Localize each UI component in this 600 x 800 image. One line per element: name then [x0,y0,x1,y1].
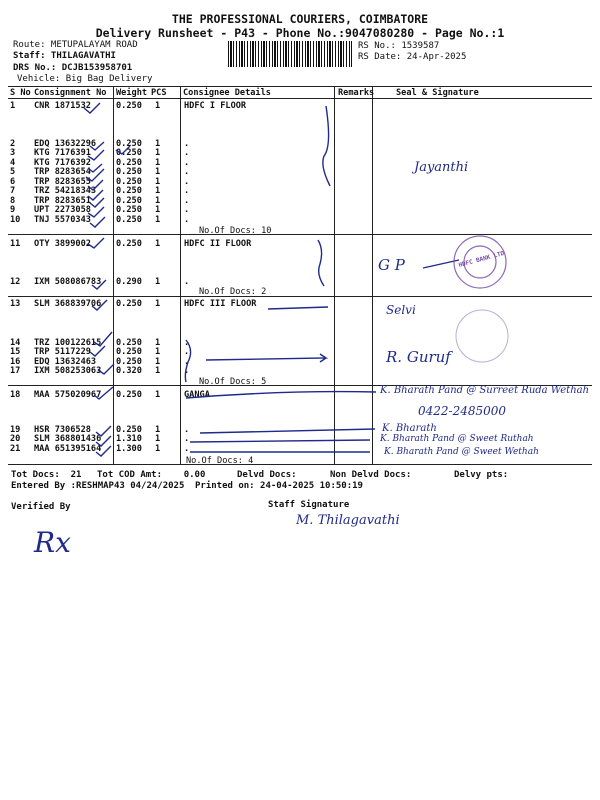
col-weight: Weight [116,88,148,98]
row-consignee: HDFC II FLOOR [184,239,252,249]
tick-mark [88,164,102,172]
row-consignee: . [184,347,190,357]
row-sno: 3 [10,148,16,158]
row-weight: 0.250 [116,196,142,206]
row-consignee: . [184,186,190,196]
row-consignee: . [184,215,190,225]
tick-mark [88,238,104,248]
row-consignee: . [184,167,190,177]
staff-signature-label: Staff Signature [268,500,350,510]
row-pcs: 1 [155,215,161,225]
tot-cod-label: Tot COD Amt: [97,470,163,480]
tick-mark [96,436,111,446]
handwritten-signature: K. Bharath Pand @ Sweet Wethah [384,447,539,457]
row-sno: 8 [10,196,16,206]
verifier-handwritten-signature: Rx [34,526,71,559]
row-consignment: IXM 508253063 [34,366,102,376]
company-title: THE PROFESSIONAL COURIERS, COIMBATORE [171,12,429,26]
row-consignee: HDFC I FLOOR [184,101,247,111]
handwritten-signature: G P [378,256,405,274]
row-pcs: 1 [155,101,161,111]
tick-mark [96,446,111,456]
tick-mark [94,387,113,399]
non-delvd-docs: Non Delvd Docs: [330,470,412,480]
col-pcs: PCS [151,88,167,98]
route: Route: METUPALAYAM ROAD [13,40,138,50]
handwritten-phone: 0422-2485000 [418,404,507,418]
row-sno: 11 [10,239,21,249]
row-sno: 9 [10,205,16,215]
row-pcs: 1 [155,299,161,309]
arrow-line [186,392,376,398]
row-weight: 0.250 [116,299,142,309]
drs-number: DRS No.: DCJB153958701 [13,63,133,73]
row-consignment: KTG 7176392 [34,158,91,168]
row-sno: 18 [10,390,21,400]
row-consignment: KTG 7176391 [34,148,91,158]
row-sno: 6 [10,177,16,187]
row-pcs: 1 [155,338,161,348]
row-consignment: TRP 8283654 [34,167,91,177]
row-consignment: TRP 8283651 [34,196,91,206]
row-pcs: 1 [155,239,161,249]
row-consignment: TRZ 54218343 [34,186,97,196]
row-pcs: 1 [155,277,161,287]
group-doc-count: No.Of Docs: 10 [199,226,272,236]
row-sno: 14 [10,338,21,348]
row-consignment: OTY 3899002 [34,239,91,249]
tot-docs-value: 21 [70,470,82,480]
printed-on: Printed on: 24-04-2025 10:50:19 [195,481,363,491]
tick-mark [96,426,111,436]
row-consignee: GANGA [184,390,210,400]
arrow-line [200,429,375,433]
staff-handwritten-signature: M. Thilagavathi [296,513,400,528]
row-weight: 0.290 [116,277,142,287]
row-weight: 0.250 [116,215,142,225]
col-sno: S No [10,88,31,98]
row-weight: 0.250 [116,167,142,177]
verified-by-label: Verified By [11,502,71,512]
row-consignment: SLM 368839706 [34,299,102,309]
row-sno: 12 [10,277,21,287]
row-weight: 0.250 [116,148,142,158]
row-consignee: . [184,277,190,287]
row-consignee: HDFC III FLOOR [184,299,257,309]
row-consignee: . [184,177,190,187]
bank-stamp-text: HDFC BANK LTD [457,250,506,269]
tick-mark [116,146,130,154]
bracket-mark [185,340,190,382]
row-consignment: CNR 1871532 [34,101,91,111]
row-consignee: . [184,357,190,367]
row-pcs: 1 [155,425,161,435]
tick-mark [92,300,107,310]
row-consignee: . [184,196,190,206]
row-sno: 1 [10,101,16,111]
row-weight: 0.250 [116,158,142,168]
handwritten-signature: Jayanthi [414,160,469,175]
row-sno: 7 [10,186,16,196]
row-pcs: 1 [155,158,161,168]
group-doc-count: No.Of Docs: 5 [199,377,267,387]
row-sno: 13 [10,299,21,309]
row-weight: 0.250 [116,101,142,111]
row-consignee: . [184,148,190,158]
tick-mark [88,150,104,160]
row-pcs: 1 [155,390,161,400]
tot-cod-value: 0.00 [183,470,206,480]
row-pcs: 1 [155,366,161,376]
handwritten-signature: K. Bharath [382,423,437,434]
handwritten-signature: Selvi [386,303,416,317]
tick-mark [92,280,106,289]
row-consignment: TRZ 100122615 [34,338,102,348]
row-sno: 17 [10,366,21,376]
row-pcs: 1 [155,444,161,454]
entered-by: Entered By :RESHMAP43 04/24/2025 [11,481,185,491]
rs-date: RS Date: 24-Apr-2025 [358,52,467,62]
row-consignee: . [184,425,190,435]
tick-mark [94,332,112,346]
row-consignment: TRP 8283655 [34,177,91,187]
col-remarks: Remarks [338,88,375,98]
bank-stamp-faint [456,310,508,362]
row-pcs: 1 [155,205,161,215]
row-weight: 0.250 [116,239,142,249]
row-consignment: HSR 7306528 [34,425,91,435]
row-weight: 0.250 [116,139,142,149]
col-consignment: Consignment No [34,88,107,98]
row-weight: 0.250 [116,357,142,367]
row-weight: 0.320 [116,366,142,376]
row-weight: 0.250 [116,347,142,357]
group-doc-count: No.Of Docs: 4 [186,456,254,466]
bracket-mark [318,240,324,286]
row-sno: 10 [10,215,21,225]
row-consignee: . [184,139,190,149]
row-pcs: 1 [155,139,161,149]
tick-mark [88,190,103,200]
row-pcs: 1 [155,434,161,444]
row-consignment: SLM 368801436 [34,434,102,444]
row-weight: 0.250 [116,186,142,196]
row-pcs: 1 [155,347,161,357]
bracket-mark [323,106,330,186]
row-consignment: EDQ 13632296 [34,139,97,149]
col-seal: Seal & Signature [396,88,479,98]
tick-mark [84,103,100,113]
tick-mark [90,346,105,356]
row-weight: 1.300 [116,444,142,454]
tick-mark [88,207,104,217]
row-sno: 2 [10,139,16,149]
row-sno: 19 [10,425,21,435]
row-consignment: TRP 5117229 [34,347,91,357]
row-sno: 4 [10,158,16,168]
row-sno: 20 [10,434,21,444]
arrow-line [206,354,326,362]
row-consignment: MAA 575020967 [34,390,102,400]
row-weight: 0.250 [116,390,142,400]
row-consignee: . [184,366,190,376]
row-consignment: EDQ 13632463 [34,357,97,367]
row-consignee: . [184,158,190,168]
group-doc-count: No.Of Docs: 2 [199,287,267,297]
delvy-pts: Delvy pts: [454,470,509,480]
row-weight: 0.250 [116,205,142,215]
tot-docs-label: Tot Docs: [11,470,60,480]
rs-number: RS No.: 1539587 [358,41,440,51]
tick-mark [88,180,103,190]
arrow-line [190,440,370,442]
row-sno: 5 [10,167,16,177]
row-weight: 1.310 [116,434,142,444]
tick-mark [98,364,114,374]
handwritten-signature: R. Guruf [386,348,451,366]
vehicle: Vehicle: Big Bag Delivery [17,74,153,84]
handwritten-signature: K. Bharath Pand @ Surreet Ruda Wethah [380,385,590,396]
row-weight: 0.250 [116,425,142,435]
row-consignment: UPT 2273058 [34,205,91,215]
row-pcs: 1 [155,148,161,158]
arrow-line [268,307,328,309]
row-consignment: TNJ 5570343 [34,215,91,225]
row-consignment: IXM 508086783 [34,277,102,287]
row-pcs: 1 [155,186,161,196]
row-pcs: 1 [155,196,161,206]
row-pcs: 1 [155,167,161,177]
handwritten-signature: K. Bharath Pand @ Sweet Ruthah [380,434,534,444]
runsheet-subtitle: Delivery Runsheet - P43 - Phone No.:9047080280 - Page No.:1 [95,26,505,40]
row-consignee: . [184,205,190,215]
row-sno: 16 [10,357,21,367]
row-consignee: . [184,434,190,444]
row-sno: 15 [10,347,21,357]
row-sno: 21 [10,444,21,454]
tick-mark [90,142,104,150]
delvd-docs: Delvd Docs: [237,470,297,480]
row-pcs: 1 [155,177,161,187]
row-consignee: . [184,444,190,454]
tick-mark [90,217,105,227]
row-consignee: . [184,338,190,348]
row-weight: 0.250 [116,338,142,348]
row-consignment: MAA 651395164 [34,444,102,454]
staff: Staff: THILAGAVATHI [13,51,116,61]
row-pcs: 1 [155,357,161,367]
col-consignee: Consignee Details [183,88,271,98]
row-weight: 0.250 [116,177,142,187]
